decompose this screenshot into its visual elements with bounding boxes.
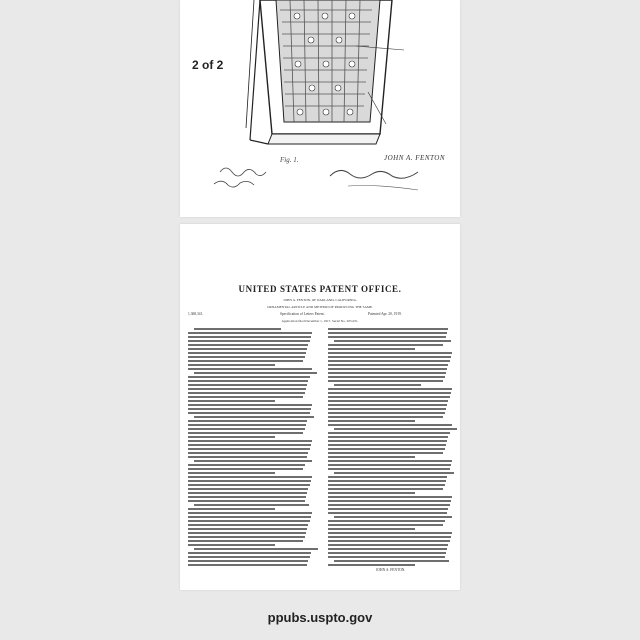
text-line <box>188 516 311 518</box>
text-line <box>188 496 306 498</box>
text-line <box>328 420 415 422</box>
text-line <box>188 332 312 334</box>
text-line <box>328 352 452 354</box>
text-line <box>188 452 308 454</box>
text-line <box>328 480 446 482</box>
ornamental-panel-drawing <box>180 0 460 217</box>
text-line <box>194 504 309 506</box>
text-line <box>328 500 451 502</box>
text-line <box>328 404 447 406</box>
text-line <box>188 412 310 414</box>
text-line <box>328 456 415 458</box>
text-line <box>334 428 457 430</box>
patent-number: 1,368,341. <box>188 312 204 316</box>
text-line <box>188 432 303 434</box>
text-line <box>328 388 452 390</box>
text-line <box>328 364 448 366</box>
text-line <box>328 468 450 470</box>
text-line <box>328 552 446 554</box>
text-line <box>188 500 305 502</box>
text-line <box>328 548 447 550</box>
text-column-left <box>188 328 312 568</box>
text-line <box>194 328 281 330</box>
text-line <box>328 332 447 334</box>
text-line <box>194 460 312 462</box>
text-line <box>188 448 310 450</box>
text-line <box>328 400 448 402</box>
text-line <box>188 528 307 530</box>
text-line <box>328 520 445 522</box>
text-column-right <box>328 328 452 568</box>
office-heading: UNITED STATES PATENT OFFICE. <box>238 284 402 294</box>
text-line <box>328 344 443 346</box>
text-line <box>328 544 448 546</box>
text-line <box>188 420 307 422</box>
text-line <box>328 524 443 526</box>
text-line <box>328 360 450 362</box>
text-line <box>328 372 446 374</box>
text-line <box>188 488 308 490</box>
text-line <box>188 352 306 354</box>
text-line <box>328 436 448 438</box>
text-line <box>188 556 310 558</box>
url-text: ppubs.uspto.gov <box>267 610 373 625</box>
text-line <box>328 444 446 446</box>
text-line <box>188 376 310 378</box>
text-line <box>328 512 447 514</box>
text-line <box>328 440 447 442</box>
text-line <box>194 416 314 418</box>
text-line <box>188 404 312 406</box>
text-line <box>188 336 311 338</box>
text-line <box>328 376 445 378</box>
text-line <box>188 524 308 526</box>
text-line <box>328 492 415 494</box>
text-line <box>328 448 445 450</box>
text-line <box>328 412 445 414</box>
text-line <box>188 520 310 522</box>
text-line <box>188 440 312 442</box>
text-line <box>328 328 448 330</box>
text-line <box>188 396 303 398</box>
text-line <box>328 452 443 454</box>
text-line <box>188 408 311 410</box>
text-line <box>188 544 275 546</box>
signature-line: JOHN A. FENTON. <box>376 568 406 572</box>
text-line <box>334 340 451 342</box>
text-line <box>328 392 451 394</box>
text-line <box>188 400 275 402</box>
text-line <box>188 508 275 510</box>
text-line <box>188 388 306 390</box>
text-line <box>188 340 310 342</box>
text-line <box>328 336 446 338</box>
text-line <box>328 416 443 418</box>
text-line <box>188 532 306 534</box>
text-line <box>188 540 303 542</box>
text-line <box>188 384 307 386</box>
text-line <box>334 472 454 474</box>
inventor-line: JOHN A. FENTON, OF OAKLAND, CALIFORNIA. <box>283 298 357 302</box>
application-line: Application filed December 1, 1917. Serial No. 205,031. <box>281 319 359 323</box>
text-line <box>328 540 450 542</box>
text-line <box>328 488 443 490</box>
spec-line: Specification of Letters Patent. <box>280 312 325 316</box>
text-line <box>188 552 311 554</box>
patented-date: Patented Apr. 20, 1919. <box>368 312 402 316</box>
text-line <box>188 480 311 482</box>
text-line <box>188 368 312 370</box>
text-line <box>188 424 306 426</box>
text-line <box>328 508 448 510</box>
text-line <box>334 560 449 562</box>
text-line <box>188 492 307 494</box>
text-line <box>188 364 275 366</box>
text-line <box>334 384 421 386</box>
text-line <box>328 356 451 358</box>
text-line <box>188 456 307 458</box>
text-line <box>188 348 307 350</box>
text-line <box>194 372 317 374</box>
text-line <box>188 560 308 562</box>
text-line <box>328 504 450 506</box>
text-line <box>334 516 452 518</box>
text-line <box>188 360 303 362</box>
browser-url-bar[interactable] <box>0 600 640 640</box>
text-line <box>328 496 452 498</box>
text-line <box>188 512 312 514</box>
text-line <box>328 408 446 410</box>
text-line <box>328 476 447 478</box>
patent-text-sheet[interactable] <box>180 224 460 590</box>
text-line <box>328 380 443 382</box>
text-line <box>188 380 308 382</box>
text-line <box>188 344 308 346</box>
text-line <box>188 536 305 538</box>
text-line <box>328 484 445 486</box>
text-line <box>188 436 275 438</box>
text-line <box>188 392 305 394</box>
page-indicator: 2 of 2 <box>192 58 224 72</box>
text-line <box>328 532 452 534</box>
patent-drawing-sheet[interactable] <box>180 0 460 217</box>
text-line <box>188 468 303 470</box>
inventor-name: JOHN A. FENTON <box>384 154 445 162</box>
text-line <box>328 528 415 530</box>
text-line <box>188 484 310 486</box>
subject-line: ORNAMENTAL ARTICLE AND METHOD OF PRODUCING THE SAME. <box>267 305 373 309</box>
text-line <box>188 444 311 446</box>
text-line <box>188 472 275 474</box>
text-line <box>188 476 312 478</box>
text-line <box>188 564 307 566</box>
text-line <box>328 432 450 434</box>
text-line <box>328 348 415 350</box>
text-line <box>188 356 305 358</box>
text-line <box>194 548 318 550</box>
text-line <box>328 424 452 426</box>
text-line <box>328 396 450 398</box>
text-line <box>188 464 305 466</box>
text-line <box>328 460 452 462</box>
text-line <box>328 564 415 566</box>
text-line <box>328 368 447 370</box>
text-line <box>328 464 451 466</box>
figure-label: Fig. 1. <box>280 156 299 164</box>
text-line <box>328 536 451 538</box>
text-line <box>328 556 445 558</box>
text-line <box>188 428 305 430</box>
